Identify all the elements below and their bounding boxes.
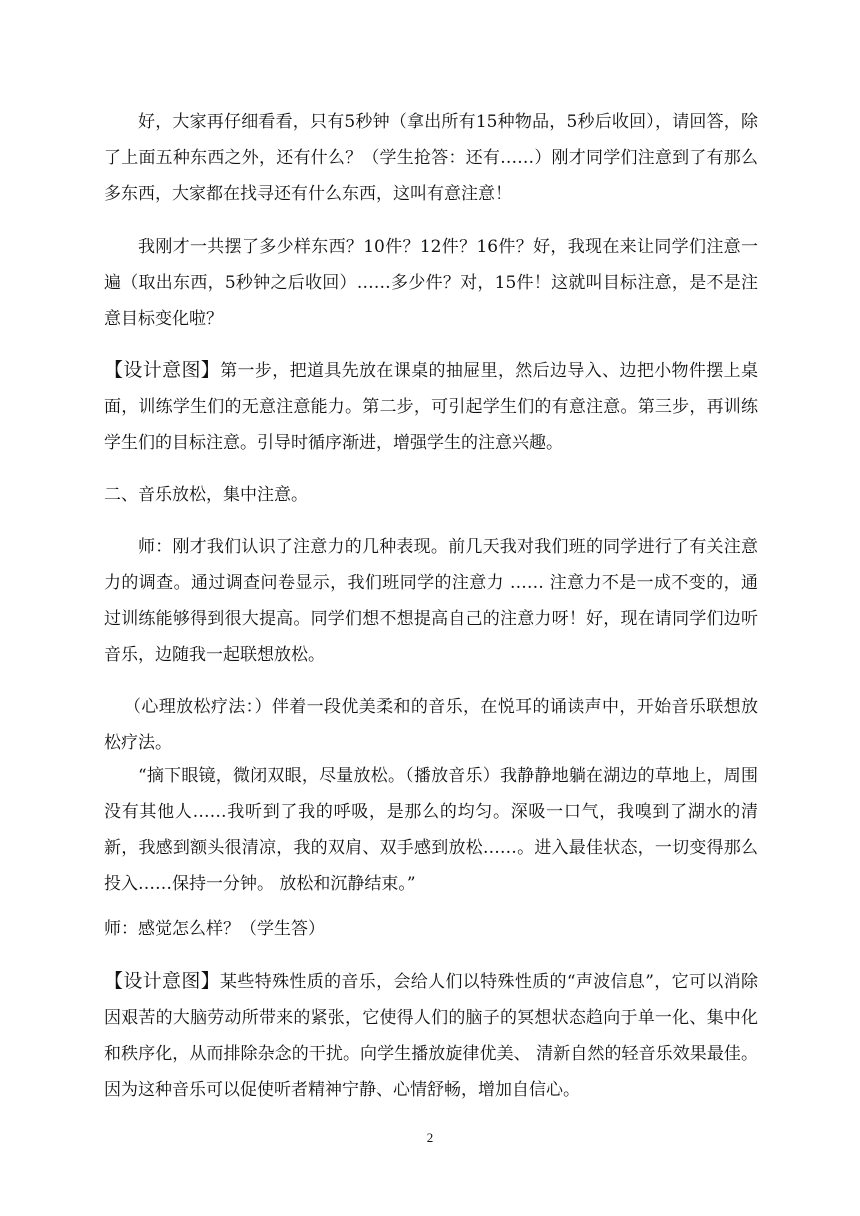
paragraph-text: 好，大家再仔细看看，只有5秒钟（拿出所有15种物品，5秒后收回），请回答，除了上面五种东西之外，还有什么？（学生抢答：还有……）刚才同学们注意到了有那么多东西，大家都在找寻还有什么东西，这叫有意注意！ — [104, 112, 758, 204]
paragraph-relaxation-therapy — [104, 689, 758, 761]
paragraph-target-attention — [104, 229, 758, 337]
paragraph-text: 某些特殊性质的音乐，会给人们以特殊性质的“声波信息”，它可以消除因艰苦的大脑劳动所带来的紧张，它使得人们的脑子的冥想状态趋向于单一化、集中化和秩序化，从而排除杂念的干扰。向学生播放旋律优美、 清新自然的轻音乐效果最佳。因为这种音乐可以促使听者精神宁静、心情舒畅，增加自信心。 — [104, 972, 758, 1100]
section-heading-music-relaxation — [104, 477, 758, 513]
paragraph-text: 我刚才一共摆了多少样东西？10件？12件？16件？好，我现在来让同学们注意一遍（取出东西，5秒钟之后收回）……多少件？对，15件！这就叫目标注意，是不是注意目标变化啦？ — [104, 237, 758, 329]
design-intent-paragraph-2 — [104, 963, 758, 1108]
design-intent-paragraph-1 — [104, 352, 758, 461]
paragraph-object-recall — [104, 104, 758, 212]
paragraph-teacher-intro — [104, 529, 758, 673]
paragraph-teacher-question — [104, 911, 758, 947]
paragraph-text: 第一步，把道具先放在课桌的抽屉里，然后边导入、边把小物件摆上桌面，训练学生们的无意注意能力。第二步，可引起学生们的有意注意。第三步，再训练学生们的目标注意。引导时循序渐进，增强学生的注意兴趣。 — [104, 361, 758, 453]
paragraph-relaxation-script — [104, 758, 758, 902]
paragraph-text: 师：感觉怎么样？（学生答） — [104, 919, 325, 939]
section-heading-text: 二、音乐放松，集中注意。 — [104, 485, 308, 505]
paragraph-text: （心理放松疗法：）伴着一段优美柔和的音乐，在悦耳的诵读声中，开始音乐联想放松疗法。 — [104, 697, 758, 753]
design-intent-tag: 【设计意图】 — [104, 359, 221, 381]
paragraph-text: 师：刚才我们认识了注意力的几种表现。前几天我对我们班的同学进行了有关注意力的调查。通过调查问卷显示，我们班同学的注意力 …… 注意力不是一成不变的，通过训练能够得到很大提高。同学们想不想提高自己的注意力呀！好，现在请同学们边听音乐，边随我一起联想放松。 — [104, 537, 758, 665]
page-number: 2 — [426, 1130, 434, 1145]
paragraph-text: “摘下眼镜，微闭双眼，尽量放松。（播放音乐）我静静地躺在湖边的草地上，周围没有其他人……我听到了我的呼吸，是那么的均匀。深吸一口气，我嗅到了湖水的清新，我感到额头很清凉，我的双肩、双手感到放松……。进入最佳状态，一切变得那么投入……保持一分钟。 放松和沉静结束。” — [104, 766, 758, 894]
design-intent-tag: 【设计意图】 — [104, 970, 221, 992]
